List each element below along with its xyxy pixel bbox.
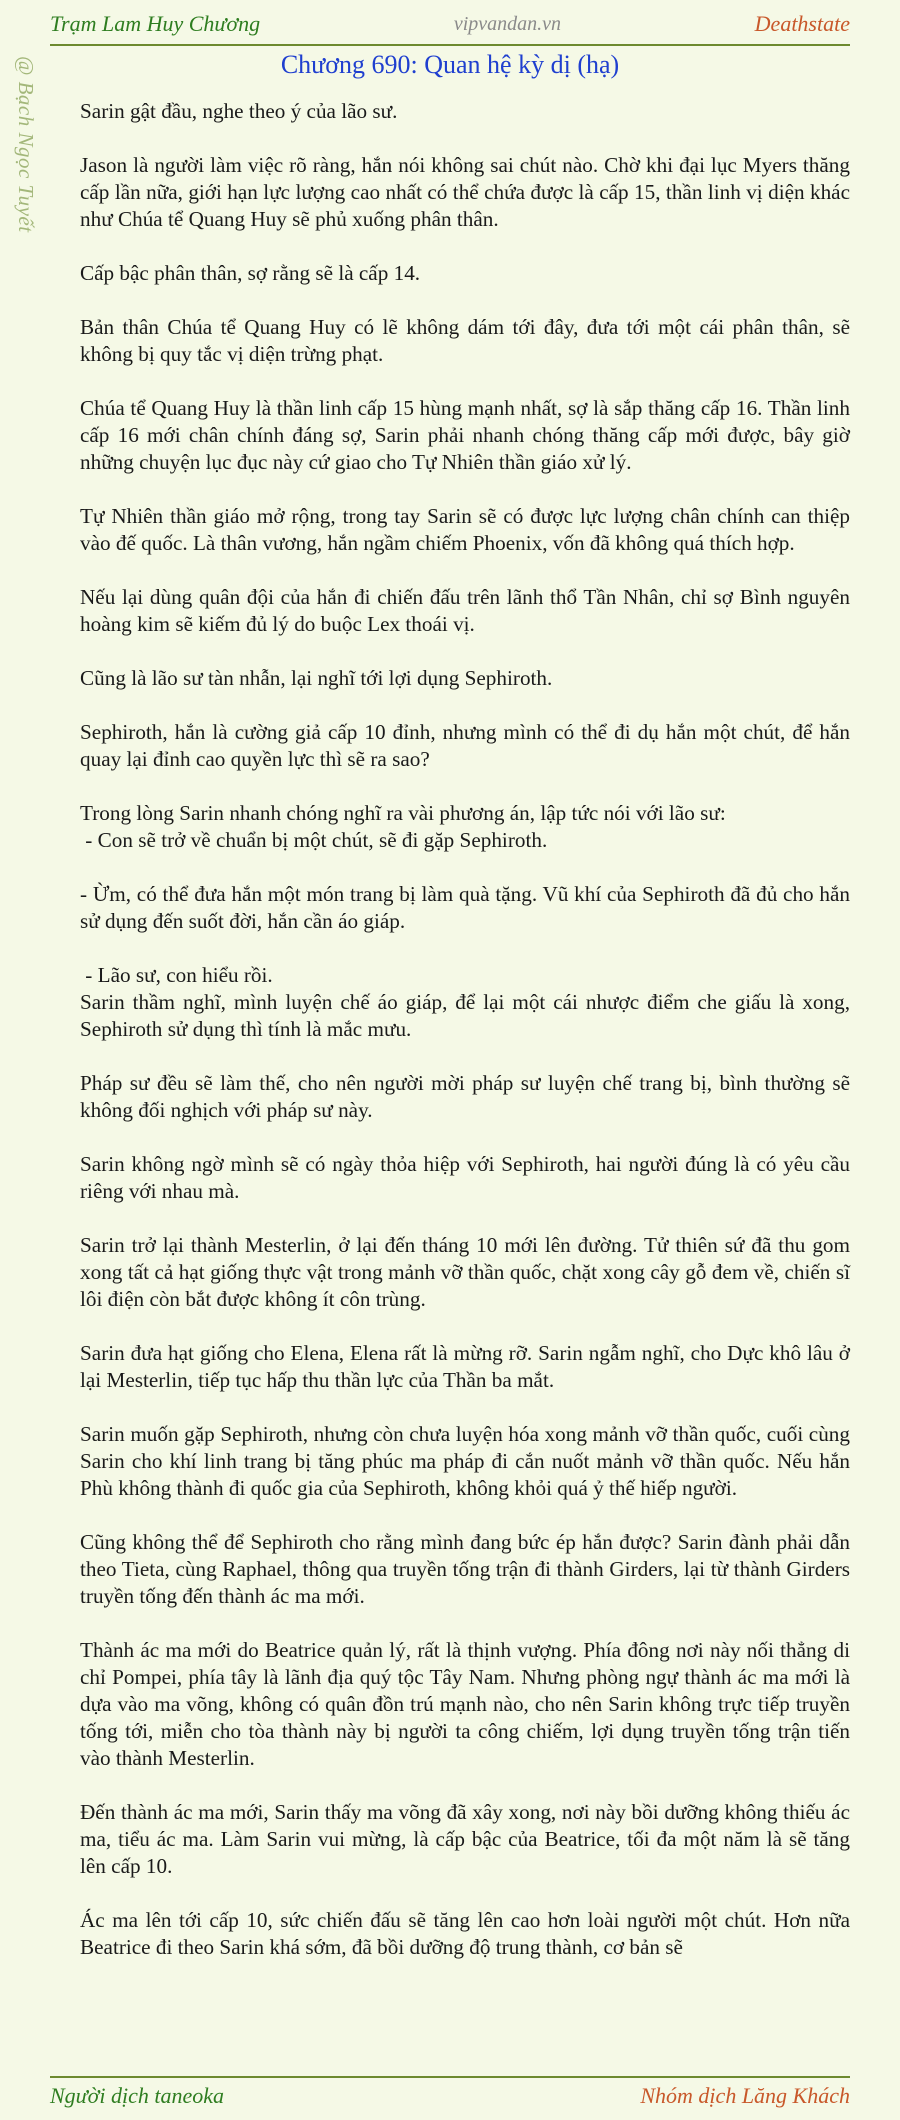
paragraph: Thành ác ma mới do Beatrice quản lý, rất là thịnh vượng. Phía đông nơi này nối thẳng di chỉ Pompei, phía tây là lãnh địa quý tộc Tây Nam. Nhưng phòng ngự thành ác ma mới là dựa vào ma võng, không có quân đồn trú mạnh nào, cho nên Sarin không trực tiếp truyền tống tới, miễn cho tòa thành này bị người ta công chiếm, lợi dụng truyền tống trận tiến vào thành Mesterlin. bbox=[80, 1638, 850, 1770]
paragraph: Sarin trở lại thành Mesterlin, ở lại đến tháng 10 mới lên đường. Tử thiên sứ đã thu gom xong tất cả hạt giống thực vật trong mảnh vỡ thần quốc, chặt xong cây gỗ đem về, chiến sĩ lôi điện còn bắt được không ít côn trùng. bbox=[80, 1233, 850, 1311]
paragraph: Đến thành ác ma mới, Sarin thấy ma võng đã xây xong, nơi này bồi dưỡng không thiếu ác ma, tiểu ác ma. Làm Sarin vui mừng, là cấp bậc của Beatrice, tối đa một năm là sẽ tăng lên cấp 10. bbox=[80, 1800, 850, 1878]
paragraph: Chúa tể Quang Huy là thần linh cấp 15 hùng mạnh nhất, sợ là sắp thăng cấp 16. Thần linh cấp 16 mới chân chính đáng sợ, Sarin phải nhanh chóng thăng cấp mới được, bây giờ những chuyện lục đục này cứ giao cho Tự Nhiên thần giáo xử lý. bbox=[80, 396, 850, 474]
paragraph: Sarin đưa hạt giống cho Elena, Elena rất là mừng rỡ. Sarin ngẫm nghĩ, cho Dực khô lâu ở lại Mesterlin, tiếp tục hấp thu thần lực của Thần ba mắt. bbox=[80, 1341, 850, 1392]
book-title: Deathstate bbox=[754, 11, 850, 36]
page-header bbox=[50, 8, 850, 40]
paragraph: Bản thân Chúa tể Quang Huy có lẽ không dám tới đây, đưa tới một cái phân thân, sẽ không bị quy tắc vị diện trừng phạt. bbox=[80, 315, 850, 366]
paragraph: Sarin gật đầu, nghe theo ý của lão sư. bbox=[80, 99, 398, 123]
page-footer bbox=[50, 2080, 850, 2112]
group-credit: Nhóm dịch Lăng Khách bbox=[640, 2083, 850, 2108]
paragraph: Jason là người làm việc rõ ràng, hắn nói không sai chút nào. Chờ khi đại lục Myers thăng cấp lần nữa, giới hạn lực lượng cao nhất có thể chứa được là cấp 15, thần linh vị diện khác như Chúa tể Quang Huy sẽ phủ xuống phân thân. bbox=[80, 153, 850, 231]
chapter-title: Chương 690: Quan hệ kỳ dị (hạ) bbox=[280, 50, 620, 79]
paragraph: Sarin muốn gặp Sephiroth, nhưng còn chưa luyện hóa xong mảnh vỡ thần quốc, cuối cùng Sarin cho khí linh trang bị tăng phúc ma pháp đi cắn nuốt mảnh vỡ thần quốc. Nếu hắn Phù không thành đi quốc gia của Sephiroth, không khỏi quá ỷ thế hiếp người. bbox=[80, 1422, 850, 1500]
dialogue-line: - Ừm, có thể đưa hắn một món trang bị làm quà tặng. Vũ khí của Sephiroth đã đủ cho hắn sử dụng đến suốt đời, hắn cần áo giáp. bbox=[80, 882, 850, 933]
paragraph: Sarin thầm nghĩ, mình luyện chế áo giáp, để lại một cái nhược điểm che giấu là xong, Sephiroth sử dụng thì tính là mắc mưu. bbox=[80, 990, 850, 1041]
paragraph: Tự Nhiên thần giáo mở rộng, trong tay Sarin sẽ có được lực lượng chân chính can thiệp vào đế quốc. Là thân vương, hắn ngầm chiếm Phoenix, vốn đã không quá thích hợp. bbox=[80, 504, 850, 555]
paragraph: Cấp bậc phân thân, sợ rằng sẽ là cấp 14. bbox=[80, 261, 421, 285]
paragraph: Pháp sư đều sẽ làm thế, cho nên người mời pháp sư luyện chế trang bị, bình thường sẽ không đối nghịch với pháp sư này. bbox=[80, 1071, 850, 1122]
translator-credit: Người dịch taneoka bbox=[50, 2083, 225, 2108]
paragraph: Cũng không thể để Sephiroth cho rằng mình đang bức ép hắn được? Sarin đành phải dẫn theo Tieta, cùng Raphael, thông qua truyền tống trận đi thành Girders, lại từ thành Girders truyền tống đến thành ác ma mới. bbox=[80, 1530, 850, 1608]
paragraph: Ác ma lên tới cấp 10, sức chiến đấu sẽ tăng lên cao hơn loài người một chút. Hơn nữa Beatrice đi theo Sarin khá sớm, đã bồi dưỡng độ trung thành, cơ bản sẽ bbox=[80, 1908, 850, 1959]
dialogue-line: - Lão sư, con hiểu rồi. bbox=[80, 963, 273, 987]
paragraph: Sarin không ngờ mình sẽ có ngày thỏa hiệp với Sephiroth, hai người đúng là có yêu cầu riêng với nhau mà. bbox=[80, 1152, 850, 1203]
site-name: Trạm Lam Huy Chương bbox=[50, 11, 261, 36]
paragraph: Trong lòng Sarin nhanh chóng nghĩ ra vài phương án, lập tức nói với lão sư: bbox=[80, 801, 726, 825]
footer-rule bbox=[50, 2076, 850, 2078]
site-url: vipvandan.vn bbox=[453, 12, 562, 35]
chapter-body bbox=[80, 98, 850, 1988]
side-watermark: @ Bạch Ngọc Tuyết bbox=[14, 56, 38, 233]
paragraph: Sephiroth, hắn là cường giả cấp 10 đỉnh, nhưng mình có thể đi dụ hắn một chút, để hắn quay lại đỉnh cao quyền lực thì sẽ ra sao? bbox=[80, 720, 850, 771]
paragraph: Nếu lại dùng quân đội của hắn đi chiến đấu trên lãnh thổ Tần Nhân, chỉ sợ Bình nguyên hoàng kim sẽ kiếm đủ lý do buộc Lex thoái vị. bbox=[80, 585, 850, 636]
header-rule bbox=[50, 44, 850, 46]
paragraph: Cũng là lão sư tàn nhẫn, lại nghĩ tới lợi dụng Sephiroth. bbox=[80, 666, 553, 690]
dialogue-line: - Con sẽ trở về chuẩn bị một chút, sẽ đi gặp Sephiroth. bbox=[80, 828, 548, 852]
